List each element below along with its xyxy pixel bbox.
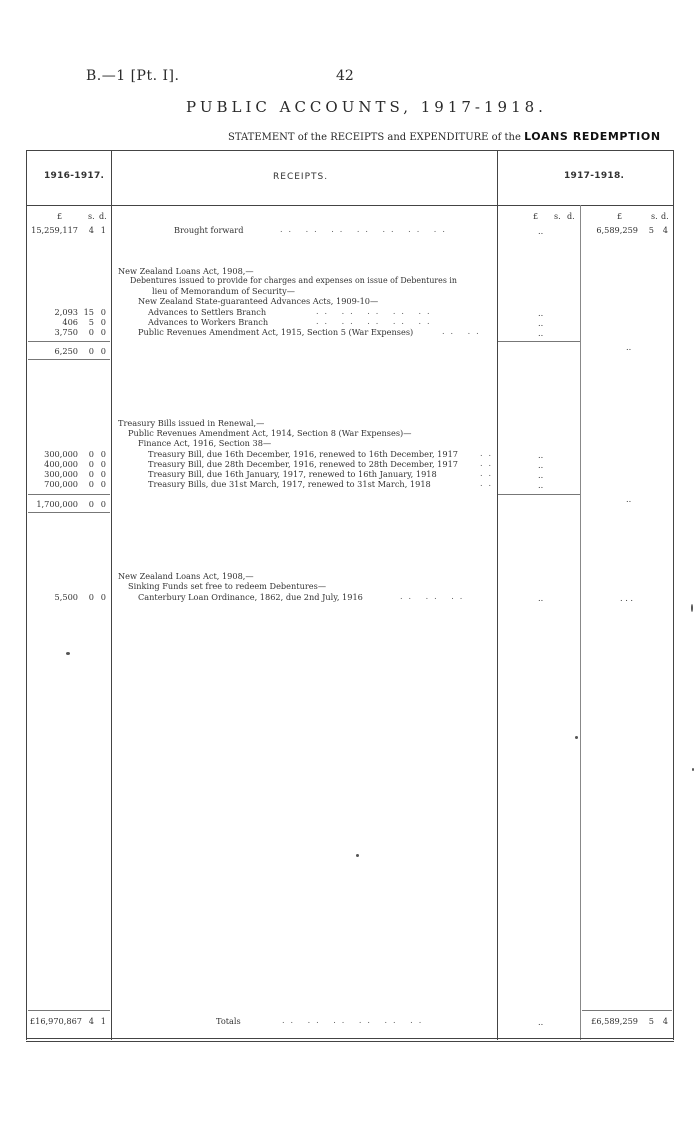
totals-label: Totals (216, 1016, 241, 1026)
section2-item4-leader: .. (480, 479, 498, 488)
section1-item1-d: 0 (100, 307, 106, 317)
brought-forward-right-amount: 6,589,259 (596, 225, 638, 235)
section1-right-rule (498, 341, 580, 342)
totals-right-s: 5 (648, 1016, 654, 1026)
section2-subtotal-underline (28, 512, 110, 513)
section2-line2: Finance Act, 1916, Section 38— (138, 438, 272, 448)
right-pound-unit: £ (617, 212, 623, 221)
totals-right-d: 4 (662, 1016, 668, 1026)
section2-subtotal-rule (28, 494, 110, 495)
section2-item3-amount: 300,000 (44, 469, 78, 479)
page-number: 42 (336, 68, 354, 84)
table-top-rule (26, 150, 674, 151)
section2-subtotal-d: 0 (100, 499, 106, 509)
divider-right-inner (580, 205, 581, 1040)
brought-forward-label: Brought forward (174, 225, 244, 235)
section3-item-label: Canterbury Loan Ordinance, 1862, due 2nd July, 1916 (138, 592, 363, 602)
section2-right-mark: .. (626, 494, 632, 504)
left-border (26, 150, 27, 1040)
totals-right-top-rule (582, 1010, 672, 1011)
section1-item3-mid: .. (538, 328, 544, 338)
section2-item4-amount: 700,000 (44, 479, 78, 489)
section2-item1-leader: .. (480, 449, 498, 458)
section2-item3-leader: .. (480, 469, 498, 478)
section1-subtotal-amount: 6,250 (54, 346, 78, 356)
section2-subtotal-amount: 1,700,000 (36, 499, 78, 509)
right-border (673, 150, 674, 1040)
section1-item2-s: 5 (88, 317, 94, 327)
mid-shilling-unit: s. (554, 212, 561, 221)
section3-item-amount: 5,500 (54, 592, 78, 602)
section2-item4-s: 0 (88, 479, 94, 489)
brought-forward-left-amount: 15,259,117 (31, 225, 78, 235)
section1-subtotal-underline (28, 359, 110, 360)
section3-item-leader: .. .. .. (400, 592, 469, 601)
section3-heading: New Zealand Loans Act, 1908,— (118, 571, 254, 581)
section2-item3-mid: .. (538, 470, 544, 480)
section3-item-right: . . . (620, 593, 634, 603)
section2-item1-d: 0 (100, 449, 106, 459)
section1-item2-d: 0 (100, 317, 106, 327)
section1-item1-s: 15 (83, 307, 94, 317)
divider-receipts-right (497, 150, 498, 1040)
mid-pound-unit: £ (533, 212, 539, 221)
statement-subtitle (228, 130, 661, 143)
totals-leader: .. .. .. .. .. .. (282, 1016, 428, 1025)
section2-item2-mid: .. (538, 460, 544, 470)
section3-item-d: 0 (100, 592, 106, 602)
section1-item3-amount: 3,750 (54, 327, 78, 337)
section1-right-mark: .. (626, 342, 632, 352)
page-title: PUBLIC ACCOUNTS, 1917-1918. (186, 98, 547, 116)
section3-item-mid: .. (538, 593, 544, 603)
brought-forward-mid: .. (538, 226, 544, 236)
section1-item1-label: Advances to Settlers Branch (148, 307, 267, 317)
section2-item1-label: Treasury Bill, due 16th December, 1916, renewed to 16th December, 1917 (148, 449, 459, 459)
section2-item1-mid: .. (538, 450, 544, 460)
section2-item2-leader: .. (480, 459, 498, 468)
totals-left-top-rule (28, 1010, 110, 1011)
table-bottom-rule-double (26, 1041, 674, 1042)
totals-left-amount: £16,970,867 (29, 1016, 82, 1026)
section1-heading: New Zealand Loans Act, 1908,— (118, 266, 254, 276)
scan-speck (691, 604, 693, 612)
totals-left-d: 1 (100, 1016, 106, 1026)
section1-item2-leader: .. .. .. .. .. (316, 317, 436, 326)
section1-subtotal-rule (28, 341, 110, 342)
section2-item4-label: Treasury Bills, due 31st March, 1917, renewed to 31st March, 1918 (148, 479, 431, 489)
subtitle-account-name: LOANS REDEMPTION (524, 130, 661, 143)
section2-right-rule (498, 494, 580, 495)
totals-mid: .. (538, 1017, 544, 1027)
section2-item1-amount: 300,000 (44, 449, 78, 459)
section2-item2-d: 0 (100, 459, 106, 469)
section2-item1-s: 0 (88, 449, 94, 459)
mid-pence-unit: d. (567, 212, 575, 221)
divider-left-receipts (111, 150, 112, 1040)
section2-item4-mid: .. (538, 480, 544, 490)
section1-item3-label: Public Revenues Amendment Act, 1915, Section 5 (War Expenses) (138, 327, 414, 337)
section1-line1: Debentures issued to provide for charges and expenses on issue of Debentures in (130, 276, 458, 285)
brought-forward-leader: .. .. .. .. .. .. .. (280, 225, 451, 234)
section2-item2-label: Treasury Bill, due 28th December, 1916, renewed to 28th December, 1917 (148, 459, 459, 469)
table-bottom-rule (26, 1038, 674, 1039)
section1-item3-s: 0 (88, 327, 94, 337)
section1-item2-label: Advances to Workers Branch (148, 317, 269, 327)
left-pound-unit: £ (57, 212, 63, 221)
scan-speck (356, 854, 359, 857)
section1-subtotal-d: 0 (100, 346, 106, 356)
right-pence-unit: d. (661, 212, 669, 221)
brought-forward-right-d: 4 (662, 225, 668, 235)
section2-heading: Treasury Bills issued in Renewal,— (118, 418, 265, 428)
subtitle-prefix: STATEMENT of the RECEIPTS and EXPENDITURE of the (228, 132, 521, 143)
section2-item3-label: Treasury Bill, due 16th January, 1917, renewed to 16th January, 1918 (148, 469, 437, 479)
totals-right-amount: £6,589,259 (591, 1016, 638, 1026)
column-header-receipts: RECEIPTS. (273, 172, 329, 182)
right-shilling-unit: s. (651, 212, 658, 221)
section1-line2: lieu of Memorandum of Security— (152, 286, 295, 296)
section1-item1-mid: .. (538, 308, 544, 318)
section2-item3-s: 0 (88, 469, 94, 479)
scan-speck (692, 768, 694, 771)
section1-item2-amount: 406 (62, 317, 78, 327)
section2-line1: Public Revenues Amendment Act, 1914, Section 8 (War Expenses)— (128, 428, 412, 438)
section2-item3-d: 0 (100, 469, 106, 479)
section1-item1-leader: .. .. .. .. .. (316, 307, 436, 316)
column-header-1916-1917: 1916-1917. (44, 171, 105, 181)
section1-line3: New Zealand State-guaranteed Advances Acts, 1909-10— (138, 296, 379, 306)
header-bottom-rule (26, 205, 674, 206)
brought-forward-left-s: 4 (88, 225, 94, 235)
section2-item2-s: 0 (88, 459, 94, 469)
brought-forward-left-d: 1 (100, 225, 106, 235)
section2-item2-amount: 400,000 (44, 459, 78, 469)
section1-subtotal-s: 0 (88, 346, 94, 356)
left-pence-unit: d. (99, 212, 107, 221)
section3-item-s: 0 (88, 592, 94, 602)
section1-item2-mid: .. (538, 318, 544, 328)
section1-item1-amount: 2,093 (54, 307, 78, 317)
brought-forward-right-s: 5 (648, 225, 654, 235)
scan-speck (575, 736, 578, 739)
section2-subtotal-s: 0 (88, 499, 94, 509)
section3-line1: Sinking Funds set free to redeem Debentures— (128, 581, 327, 591)
section2-item4-d: 0 (100, 479, 106, 489)
totals-left-s: 4 (88, 1016, 94, 1026)
scan-speck (66, 652, 70, 655)
column-header-1917-1918: 1917-1918. (564, 171, 625, 181)
left-shilling-unit: s. (88, 212, 95, 221)
section1-item3-leader: .. .. (442, 327, 485, 336)
document-reference: B.—1 [Pt. I]. (86, 68, 180, 84)
section1-item3-d: 0 (100, 327, 106, 337)
